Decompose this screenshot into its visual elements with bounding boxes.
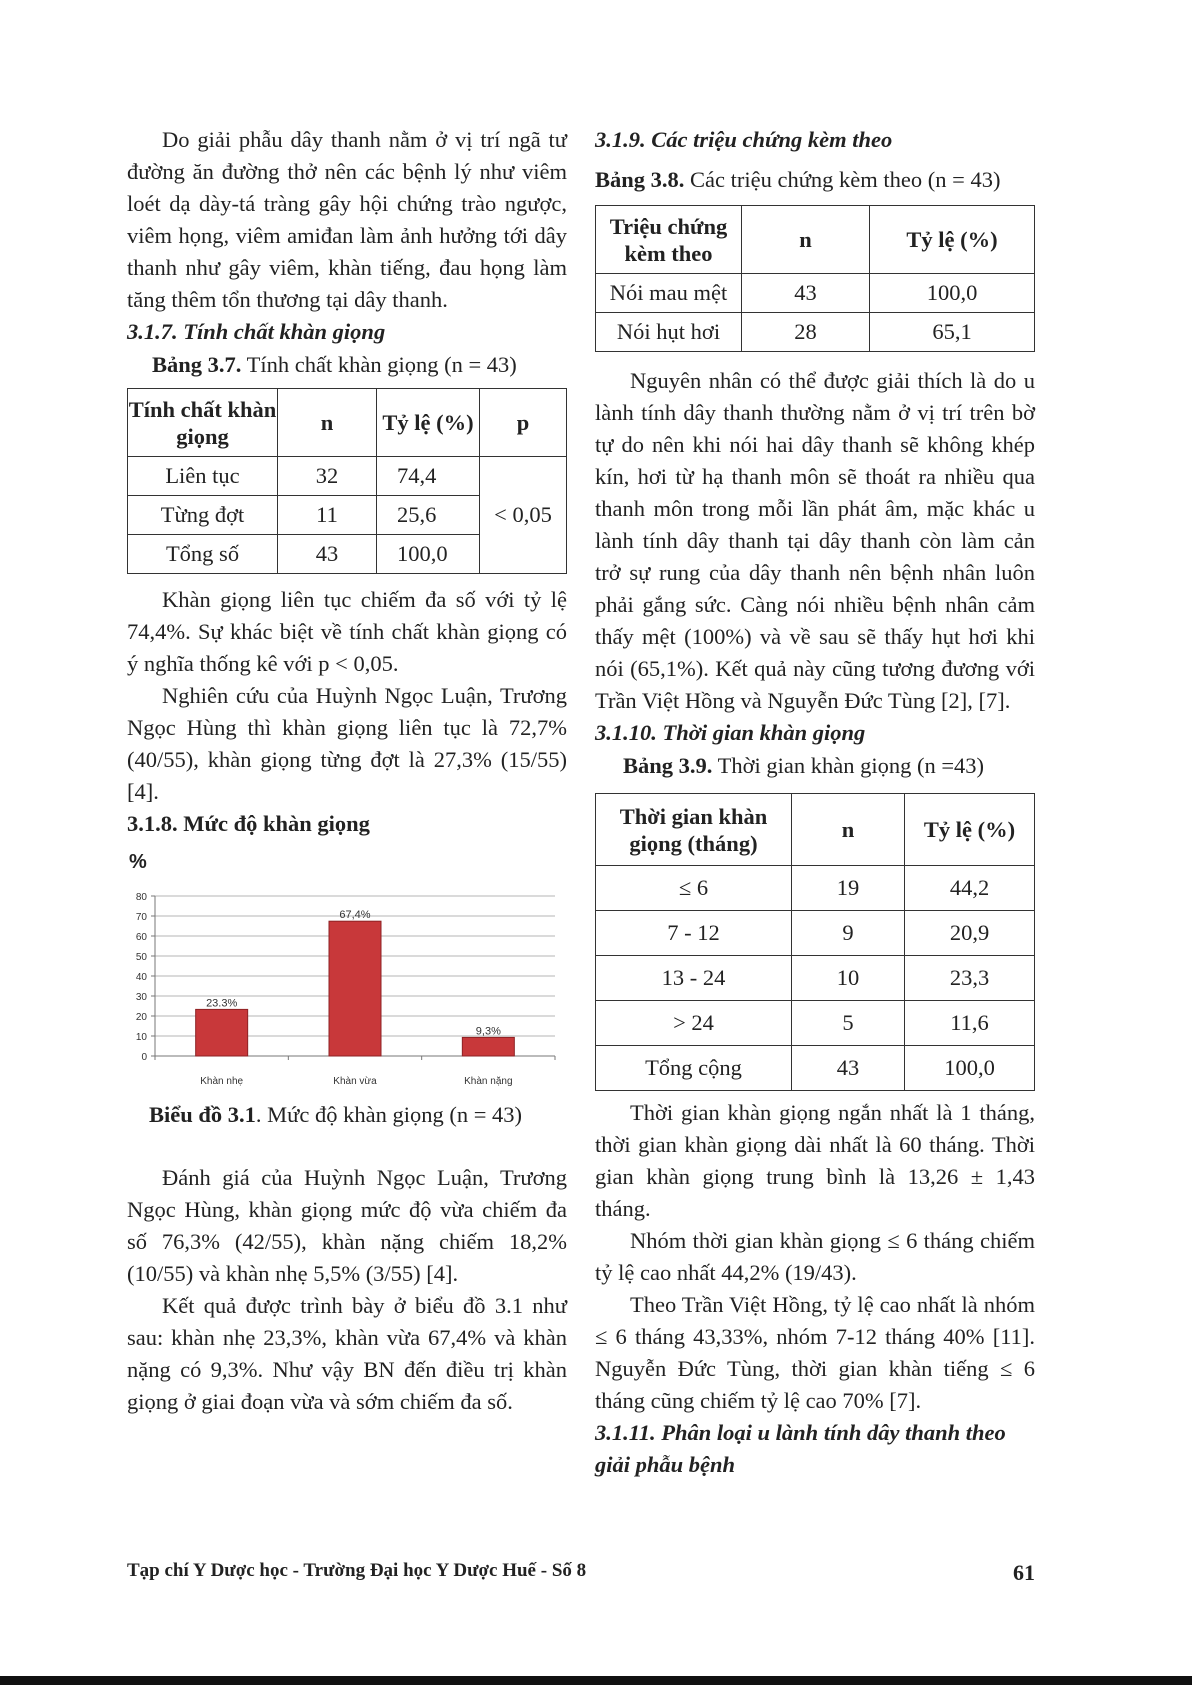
table-header: Tính chất khàn giọng [128,389,278,457]
left-column [127,124,567,1418]
x-tick-label: Khàn vừa [333,1076,377,1087]
table-cell: 7 - 12 [596,911,792,956]
bar-chart [127,846,567,1096]
y-tick-label: 30 [135,992,147,1003]
table-row [596,866,1035,911]
table-cell: Liên tục [128,457,278,496]
section-heading-3-1-9: 3.1.9. Các triệu chứng kèm theo [595,127,893,152]
scan-edge [0,1676,1192,1685]
table-cell: 10 [792,956,905,1001]
bar [462,1037,514,1056]
right-column [595,124,1035,1481]
section-heading-3-1-7: 3.1.7. Tính chất khàn giọng [127,319,386,344]
table-cell: Nói hụt hơi [596,313,742,352]
table-cell: 100,0 [377,535,480,574]
table-header: Tỷ lệ (%) [377,389,480,457]
y-tick-label: 0 [141,1052,147,1063]
paragraph: Kết quả được trình bày ở biểu đồ 3.1 như sau: khàn nhẹ 23,3%, khàn vừa 67,4% và khàn nặng có 9,3%. Như vậy BN đến điều trị khàn giọng ở giai đoạn vừa và sớm chiếm đa số. [127,1293,567,1414]
paragraph: Theo Trần Việt Hồng, tỷ lệ cao nhất là nhóm ≤ 6 tháng 43,33%, nhóm 7-12 tháng 40% [11]. Nguyễn Đức Tùng, thời gian khàn tiếng ≤ 6 tháng cũng chiếm tỷ lệ cao 70% [7]. [595,1292,1035,1413]
table-3-9 [595,793,1035,1091]
x-tick-label: Khàn nhẹ [200,1076,244,1087]
y-tick-label: 70 [135,912,147,923]
bar-data-label: 9,3% [475,1025,501,1038]
journal-name: Tạp chí Y Dược học - Trường Đại học Y Dược Huế - Số 8 [127,1560,587,1581]
p-value-cell: < 0,05 [480,457,567,574]
table-cell: 20,9 [905,911,1035,956]
table-3-9-caption: Bảng 3.9. Thời gian khàn giọng (n =43) [623,753,985,778]
x-tick-label: Khàn nặng [464,1076,513,1087]
bar-data-label: 67,4% [339,909,371,922]
y-tick-label: 20 [135,1012,147,1023]
table-3-8 [595,205,1035,352]
paragraph: Thời gian khàn giọng ngắn nhất là 1 tháng, thời gian khàn giọng dài nhất là 60 tháng. Thời gian khàn giọng trung bình là 13,26 ± 1,43 tháng. [595,1100,1035,1221]
table-cell: > 24 [596,1001,792,1046]
table-cell: 65,1 [870,313,1035,352]
table-cell: 44,2 [905,866,1035,911]
paragraph: Do giải phẫu dây thanh nằm ở vị trí ngã tư đường ăn đường thở nên các bệnh lý như viêm loét dạ dày-tá tràng gây hội chứng trào ngược, viêm họng, viêm amiđan làm ảnh hưởng tới dây thanh như gây viêm, khàn tiếng, đau họng làm tăng thêm tổn thương tại dây thanh. [127,127,567,312]
table-cell: 74,4 [377,457,480,496]
table-cell: Nói mau mệt [596,274,742,313]
bar [329,921,381,1056]
table-cell: 11,6 [905,1001,1035,1046]
table-header: Tỷ lệ (%) [870,206,1035,274]
table-cell: 32 [278,457,377,496]
bar [196,1009,248,1056]
table-cell: 43 [278,535,377,574]
table-3-7-caption: Bảng 3.7. Tính chất khàn giọng (n = 43) [152,352,517,377]
y-tick-label: 60 [135,932,147,943]
section-heading-3-1-8: 3.1.8. Mức độ khàn giọng [127,811,370,836]
table-cell: ≤ 6 [596,866,792,911]
table-header: n [278,389,377,457]
table-row [596,1046,1035,1091]
paragraph: Khàn giọng liên tục chiếm đa số với tỷ lệ 74,4%. Sự khác biệt về tính chất khàn giọng có ý nghĩa thống kê với p < 0,05. [127,587,567,676]
table-cell: 28 [742,313,870,352]
table-cell: 9 [792,911,905,956]
y-tick-label: 80 [135,892,147,903]
paragraph: Nghiên cứu của Huỳnh Ngọc Luận, Trương Ngọc Hùng thì khàn giọng liên tục là 72,7% (40/55), khàn giọng từng đợt là 27,3% (15/55) [4]. [127,683,567,804]
table-cell: Tổng số [128,535,278,574]
table-header: Triệu chứng kèm theo [596,206,742,274]
table-cell: 19 [792,866,905,911]
chart-caption: Biểu đồ 3.1. Mức độ khàn giọng (n = 43) [149,1102,523,1127]
bar-data-label: 23.3% [206,997,238,1010]
page-number: 61 [1013,1560,1035,1585]
table-cell: 100,0 [870,274,1035,313]
y-axis-label: % [129,851,147,873]
y-tick-label: 40 [135,972,147,983]
table-row [596,1001,1035,1046]
table-row [596,313,1035,352]
table-cell: 43 [742,274,870,313]
table-cell: 43 [792,1046,905,1091]
table-3-7 [127,388,567,574]
y-tick-label: 10 [135,1032,147,1043]
table-cell: 5 [792,1001,905,1046]
table-header: p [480,389,567,457]
table-row [596,956,1035,1001]
section-heading-3-1-11: 3.1.11. Phân loại u lành tính dây thanh theo giải phẫu bệnh [595,1420,1006,1477]
bar-chart-svg [127,846,567,1096]
table-row [596,274,1035,313]
table-cell: 13 - 24 [596,956,792,1001]
page-footer [127,1560,1035,1590]
table-cell: 100,0 [905,1046,1035,1091]
y-tick-label: 50 [135,952,147,963]
table-row [596,911,1035,956]
paragraph: Nhóm thời gian khàn giọng ≤ 6 tháng chiếm tỷ lệ cao nhất 44,2% (19/43). [595,1228,1035,1285]
table-cell: 11 [278,496,377,535]
paragraph: Đánh giá của Huỳnh Ngọc Luận, Trương Ngọc Hùng, khàn giọng mức độ vừa chiếm đa số 76,3% (42/55), khàn nặng chiếm 18,2% (10/55) và khàn nhẹ 5,5% (3/55) [4]. [127,1165,567,1286]
section-heading-3-1-10: 3.1.10. Thời gian khàn giọng [595,720,866,745]
table-row [128,457,567,496]
table-header: Thời gian khàn giọng (tháng) [596,794,792,866]
table-cell: Từng đợt [128,496,278,535]
table-cell: Tổng cộng [596,1046,792,1091]
table-header: n [742,206,870,274]
table-3-8-caption: Bảng 3.8. Các triệu chứng kèm theo (n = 43) [595,167,1001,192]
table-header: n [792,794,905,866]
paragraph: Nguyên nhân có thể được giải thích là do u lành tính dây thanh thường nằm ở vị trí trên bờ tự do nên khi nói hai dây thanh sẽ không khép kín, hơi từ hạ thanh môn sẽ thoát ra nhiều qua thanh môn trong mỗi lần phát âm, mặc khác u lành tính dây thanh tại dây thanh còn làm cản trở sự rung của dây thanh nên bệnh nhân luôn phải gắng sức. Càng nói nhiều bệnh nhân cảm thấy mệt (100%) và về sau sẽ thấy hụt hơi khi nói (65,1%). Kết quả này cũng tương đương với Trần Việt Hồng và Nguyễn Đức Tùng [2], [7]. [595,368,1035,713]
table-cell: 25,6 [377,496,480,535]
table-header: Tỷ lệ (%) [905,794,1035,866]
table-cell: 23,3 [905,956,1035,1001]
